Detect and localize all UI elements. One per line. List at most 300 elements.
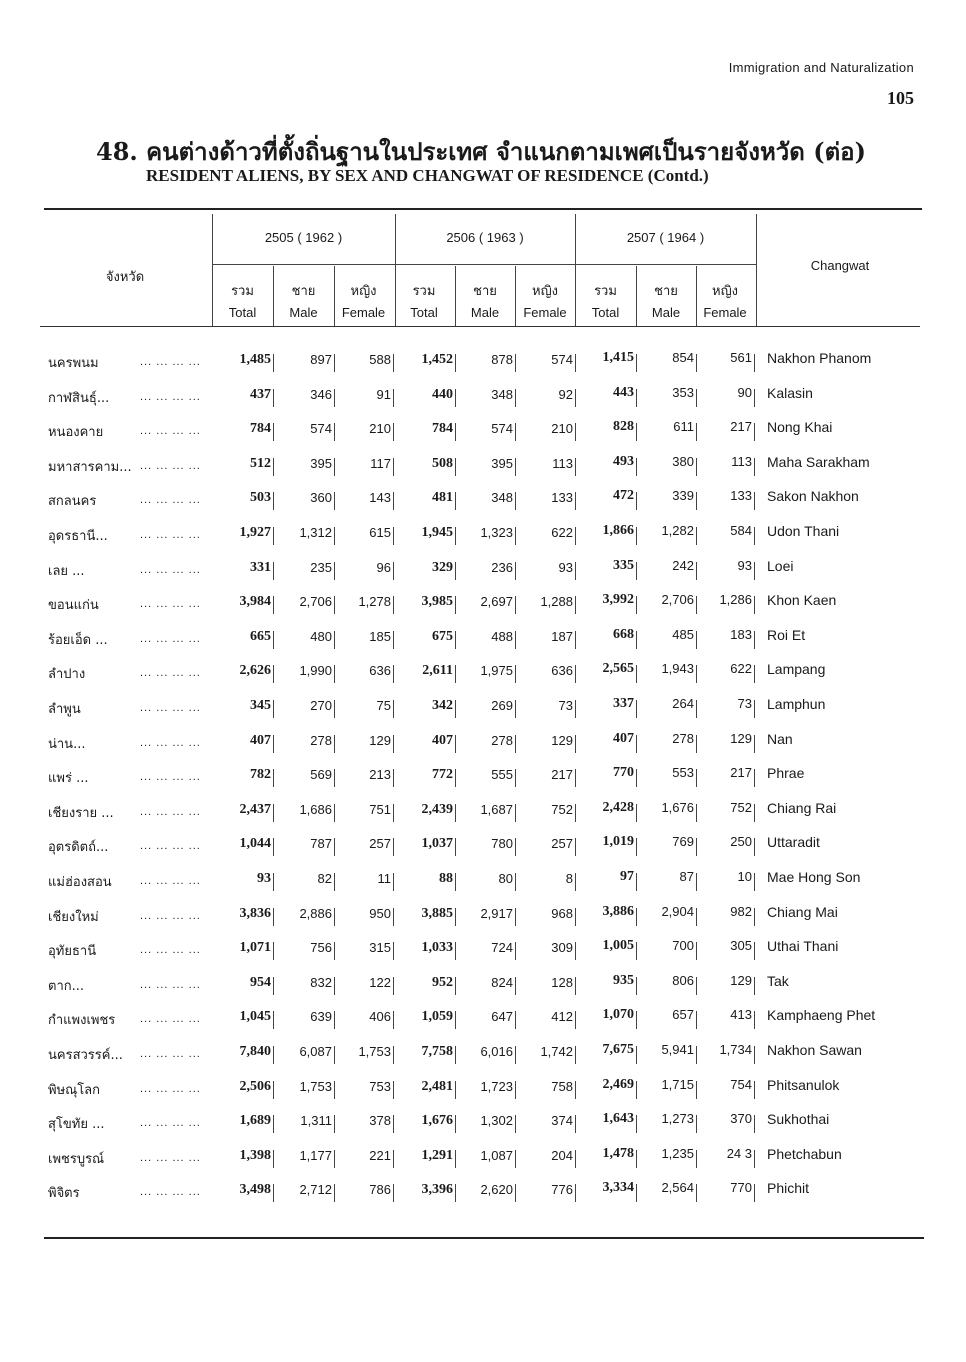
table-cell: 574 [310,421,332,436]
table-cell: 6,087 [299,1044,332,1059]
changwat-english-name: Sukhothai [767,1111,830,1127]
table-cell: 7,840 [239,1044,271,1059]
table-cell: 2,428 [602,800,634,815]
table-cell: 493 [613,454,634,469]
running-head: Immigration and Naturalization [728,60,914,75]
table-cell: 3,985 [421,594,453,609]
changwat-thai-name: พิจิตร [48,1186,80,1201]
table-cell: 1,734 [719,1042,752,1057]
dot-leader: ... ... ... ... [140,1013,201,1025]
table-cell: 1,071 [239,940,271,955]
year-header-2: 2507 ( 1964 ) [626,230,705,245]
table-bottom-rule [44,1237,924,1239]
changwat-english-name: Maha Sarakham [767,454,870,470]
table-cell: 1,273 [661,1111,694,1126]
table-cell: 5,941 [661,1042,694,1057]
cell-separator [754,908,755,926]
table-cell: 183 [730,627,752,642]
table-title-thai: 48. คนต่างด้าวที่ตั้งถิ่นฐานในประเทศ จำแนกตามเพศเป็นรายจังหวัด (ต่อ) [96,137,866,166]
dot-leader: ... ... ... ... [140,875,201,887]
year-underline-1 [395,264,575,265]
changwat-english-header: Changwat [810,258,870,273]
table-cell: 615 [369,525,391,540]
table-cell: 1,323 [480,525,513,540]
table-cell: 1,033 [421,940,453,955]
table-cell: 3,885 [421,906,453,921]
table-cell: 952 [432,975,453,990]
dot-leader: ... ... ... ... [140,391,201,403]
table-cell: 1,312 [299,525,332,540]
table-cell: 2,712 [299,1182,332,1197]
changwat-english-name: Nong Khai [767,419,833,435]
table-cell: 751 [369,802,391,817]
cell-separator [754,458,755,476]
dot-leader: ... ... ... ... [140,910,201,922]
table-cell: 636 [551,663,573,678]
changwat-thai-name: ขอนแก่น [48,598,99,613]
table-cell: 1,278 [358,594,391,609]
table-cell: 2,506 [239,1079,271,1094]
changwat-thai-name: ร้อยเอ็ด ... [48,633,108,648]
changwat-thai-name: เพชรบูรณ์ [48,1152,105,1167]
table-cell: 250 [730,834,752,849]
sub-header-english-6: Total [591,305,620,320]
table-cell: 370 [730,1111,752,1126]
dot-leader: ... ... ... ... [140,840,201,852]
dot-leader: ... ... ... ... [140,356,201,368]
sub-header-english-8: Female [703,305,747,320]
table-cell: 443 [613,385,634,400]
table-cell: 574 [491,421,513,436]
table-cell: 348 [491,490,513,505]
changwat-thai-name: เชียงราย ... [48,806,114,821]
dot-leader: ... ... ... ... [140,1083,201,1095]
table-cell: 1,753 [358,1044,391,1059]
table-cell: 2,917 [480,906,513,921]
changwat-english-name: Nakhon Sawan [767,1042,862,1058]
table-cell: 782 [250,767,271,782]
changwat-english-name: Phichit [767,1180,810,1196]
changwat-thai-name: ลำปาง [48,667,86,682]
table-cell: 1,302 [480,1113,513,1128]
changwat-english-name: Uttaradit [767,834,820,850]
sub-header-thai-8: หญิง [712,284,738,299]
table-cell: 1,019 [602,834,634,849]
table-cell: 380 [672,454,694,469]
table-cell: 756 [310,940,332,955]
table-cell: 7,675 [602,1042,634,1057]
cell-separator [754,735,755,753]
table-cell: 345 [250,698,271,713]
dot-leader: ... ... ... ... [140,1186,201,1198]
year-underline-2 [575,264,756,265]
table-cell: 378 [369,1113,391,1128]
changwat-thai-name: กำแพงเพชร [48,1013,116,1028]
table-cell: 236 [491,560,513,575]
sub-header-thai-1: ชาย [291,284,316,299]
table-cell: 395 [310,456,332,471]
table-cell: 80 [498,871,513,886]
table-cell: 1,478 [602,1146,634,1161]
changwat-thai-name: สกลนคร [48,494,97,509]
changwat-english-name: Tak [767,973,789,989]
table-cell: 10 [737,869,752,884]
sub-header-thai-6: รวม [594,284,617,299]
sub-header-english-0: Total [228,305,257,320]
table-cell: 374 [551,1113,573,1128]
dot-leader: ... ... ... ... [140,944,201,956]
table-cell: 82 [317,871,332,886]
table-cell: 780 [491,836,513,851]
table-cell: 1,452 [421,352,453,367]
table-cell: 3,886 [602,904,634,919]
table-cell: 878 [491,352,513,367]
table-cell: 854 [672,350,694,365]
table-cell: 806 [672,973,694,988]
changwat-thai-name: สุโขทัย ... [48,1117,105,1132]
table-cell: 1,676 [661,800,694,815]
table-cell: 187 [551,629,573,644]
table-cell: 117 [370,456,391,471]
year-header-0: 2505 ( 1962 ) [264,230,343,245]
table-cell: 97 [620,869,634,884]
table-cell: 758 [551,1079,573,1094]
table-cell: 1,686 [299,802,332,817]
sub-header-english-4: Male [470,305,500,320]
cell-separator [754,527,755,545]
table-cell: 968 [551,906,573,921]
table-cell: 675 [432,629,453,644]
table-cell: 8 [565,871,573,886]
table-cell: 128 [551,975,573,990]
changwat-english-name: Roi Et [767,627,806,643]
changwat-thai-name: นครพนม [48,356,99,371]
table-cell: 3,992 [602,592,634,607]
header-vline-3 [756,214,757,326]
sub-header-thai-4: ชาย [473,284,497,299]
dot-leader: ... ... ... ... [140,529,201,541]
cell-separator [754,354,755,372]
sub-header-english-2: Female [341,305,386,320]
table-cell: 87 [679,869,694,884]
table-cell: 278 [310,733,332,748]
table-cell: 3,984 [239,594,271,609]
table-cell: 772 [432,767,453,782]
cell-separator [754,838,755,856]
sub-header-thai-0: รวม [231,284,254,299]
table-cell: 754 [730,1077,752,1092]
table-cell: 668 [613,627,634,642]
sub-header-thai-2: หญิง [350,284,377,299]
cell-separator [754,1184,755,1202]
table-cell: 257 [551,836,573,851]
table-cell: 329 [432,560,453,575]
table-cell: 636 [369,663,391,678]
table-cell: 129 [730,731,752,746]
table-cell: 346 [310,387,332,402]
changwat-english-name: Mae Hong Son [767,869,861,885]
table-cell: 1,288 [540,594,573,609]
table-cell: 488 [491,629,513,644]
table-cell: 278 [491,733,513,748]
sub-header-thai-5: หญิง [532,284,558,299]
table-cell: 96 [376,560,391,575]
table-cell: 1,286 [719,592,752,607]
table-cell: 1,676 [421,1113,453,1128]
cell-separator [754,873,755,891]
dot-leader: ... ... ... ... [140,806,201,818]
table-cell: 88 [439,871,453,886]
table-cell: 485 [672,627,694,642]
table-cell: 339 [672,488,694,503]
table-top-rule [44,208,922,210]
table-cell: 1,398 [239,1148,271,1163]
changwat-english-name: Lamphun [767,696,826,712]
table-cell: 1,291 [421,1148,453,1163]
table-cell: 1,753 [299,1079,332,1094]
dot-leader: ... ... ... ... [140,737,201,749]
table-cell: 752 [730,800,752,815]
table-cell: 221 [369,1148,391,1163]
table-cell: 335 [613,558,634,573]
table-cell: 584 [730,523,752,538]
table-cell: 113 [552,456,573,471]
table-cell: 1,927 [239,525,271,540]
changwat-english-name: Loei [767,558,794,574]
changwat-english-name: Sakon Nakhon [767,488,859,504]
table-cell: 784 [432,421,453,436]
table-cell: 1,643 [602,1111,634,1126]
cell-separator [754,804,755,822]
table-cell: 75 [376,698,391,713]
sub-header-english-7: Male [651,305,681,320]
table-cell: 2,437 [239,802,271,817]
table-cell: 270 [310,698,332,713]
table-cell: 553 [672,765,694,780]
table-cell: 3,836 [239,906,271,921]
table-cell: 407 [432,733,453,748]
table-cell: 257 [369,836,391,851]
table-cell: 1,059 [421,1009,453,1024]
table-cell: 700 [672,938,694,953]
table-cell: 3,334 [602,1180,634,1195]
table-cell: 1,715 [661,1077,694,1092]
table-cell: 269 [491,698,513,713]
table-cell: 129 [730,973,752,988]
dot-leader: ... ... ... ... [140,979,201,991]
cell-separator [754,1011,755,1029]
cell-separator [754,1081,755,1099]
table-cell: 1,415 [602,350,634,365]
table-cell: 2,481 [421,1079,453,1094]
table-cell: 1,045 [239,1009,271,1024]
table-cell: 437 [250,387,271,402]
dot-leader: ... ... ... ... [140,1117,201,1129]
table-cell: 309 [551,940,573,955]
table-cell: 1,282 [661,523,694,538]
year-header-1: 2506 ( 1963 ) [446,230,524,245]
cell-separator [754,631,755,649]
table-cell: 91 [376,387,391,402]
cell-separator [754,942,755,960]
table-cell: 407 [613,731,634,746]
cell-separator [754,700,755,718]
table-cell: 2,565 [602,661,634,676]
table-cell: 217 [730,419,752,434]
changwat-english-name: Kamphaeng Phet [767,1007,876,1023]
table-cell: 305 [730,938,752,953]
dot-leader: ... ... ... ... [140,667,201,679]
table-cell: 1,037 [421,836,453,851]
table-cell: 481 [432,490,453,505]
table-cell: 897 [310,352,332,367]
table-cell: 315 [369,940,391,955]
changwat-english-name: Khon Kaen [767,592,837,608]
cell-separator [754,596,755,614]
table-cell: 2,626 [239,663,271,678]
table-cell: 588 [369,352,391,367]
table-cell: 982 [730,904,752,919]
table-cell: 342 [432,698,453,713]
changwat-english-name: Udon Thani [767,523,840,539]
dot-leader: ... ... ... ... [140,425,201,437]
table-cell: 512 [250,456,271,471]
sub-header-thai-3: รวม [412,284,436,299]
table-cell: 1,975 [480,663,513,678]
table-cell: 1,485 [239,352,271,367]
table-cell: 832 [310,975,332,990]
dot-leader: ... ... ... ... [140,633,201,645]
changwat-thai-name: หนองคาย [48,425,104,440]
table-cell: 508 [432,456,453,471]
table-cell: 622 [551,525,573,540]
changwat-english-name: Phitsanulok [767,1077,840,1093]
table-cell: 786 [369,1182,391,1197]
changwat-english-name: Nakhon Phanom [767,350,872,366]
table-cell: 1,235 [661,1146,694,1161]
table-cell: 217 [730,765,752,780]
table-cell: 24 3 [726,1146,752,1161]
table-title-english: RESIDENT ALIENS, BY SEX AND CHANGWAT OF RESIDENCE (Contd.) [146,166,709,185]
table-cell: 129 [551,733,573,748]
cell-separator [754,389,755,407]
changwat-thai-name: พิษณุโลก [48,1083,101,1098]
table-cell: 90 [737,385,752,400]
sub-header-thai-7: ชาย [654,284,678,299]
changwat-english-name: Kalasin [767,385,813,401]
table-cell: 503 [250,490,271,505]
table-cell: 6,016 [480,1044,513,1059]
dot-leader: ... ... ... ... [140,771,201,783]
table-cell: 472 [613,488,634,503]
cell-separator [754,1046,755,1064]
table-cell: 93 [257,871,271,886]
table-cell: 1,070 [602,1007,634,1022]
cell-separator [754,1150,755,1168]
table-cell: 395 [491,456,513,471]
table-cell: 2,564 [661,1180,694,1195]
table-cell: 776 [551,1182,573,1197]
cell-separator [754,977,755,995]
table-cell: 824 [491,975,513,990]
table-cell: 413 [730,1007,752,1022]
cell-separator [754,492,755,510]
table-cell: 133 [730,488,752,503]
table-cell: 440 [432,387,453,402]
changwat-thai-header: จังหวัด [105,270,145,285]
table-cell: 828 [613,419,634,434]
table-cell: 210 [551,421,573,436]
table-cell: 412 [551,1009,573,1024]
changwat-thai-name: แพร่ ... [48,771,89,786]
dot-leader: ... ... ... ... [140,1152,201,1164]
table-cell: 2,697 [480,594,513,609]
table-cell: 1,311 [300,1113,332,1128]
table-cell: 569 [310,767,332,782]
table-cell: 264 [672,696,694,711]
table-cell: 93 [558,560,573,575]
table-cell: 122 [369,975,391,990]
table-cell: 1,177 [299,1148,332,1163]
changwat-thai-name: เชียงใหม่ [48,910,99,925]
changwat-english-name: Uthai Thani [767,938,839,954]
table-cell: 92 [558,387,573,402]
table-cell: 1,689 [239,1113,271,1128]
table-cell: 278 [672,731,694,746]
table-cell: 1,990 [299,663,332,678]
cell-separator [754,1115,755,1133]
table-cell: 210 [369,421,391,436]
table-cell: 1,866 [602,523,634,538]
table-cell: 561 [730,350,752,365]
changwat-english-name: Lampang [767,661,826,677]
dot-leader: ... ... ... ... [140,1048,201,1060]
table-cell: 752 [551,802,573,817]
table-cell: 724 [491,940,513,955]
changwat-english-name: Phetchabun [767,1146,842,1162]
table-cell: 1,945 [421,525,453,540]
header-bottom-rule [40,326,920,327]
changwat-thai-name: แม่ฮ่องสอน [48,875,112,890]
dot-leader: ... ... ... ... [140,494,201,506]
changwat-thai-name: กาฬสินธุ์... [48,391,110,406]
table-cell: 331 [250,560,271,575]
changwat-thai-name: นครสวรรค์... [48,1048,123,1063]
table-cell: 73 [737,696,752,711]
changwat-thai-name: มหาสารคาม... [48,460,132,475]
table-cell: 657 [672,1007,694,1022]
table-cell: 480 [310,629,332,644]
changwat-thai-name: อุดรธานี... [48,529,108,544]
table-cell: 185 [369,629,391,644]
changwat-thai-name: น่าน... [48,737,86,752]
table-cell: 2,886 [299,906,332,921]
table-cell: 2,620 [480,1182,513,1197]
changwat-english-name: Chiang Mai [767,904,838,920]
table-cell: 1,943 [661,661,694,676]
table-cell: 1,087 [480,1148,513,1163]
changwat-thai-name: อุตรดิตถ์... [48,840,109,855]
table-cell: 129 [369,733,391,748]
table-cell: 950 [369,906,391,921]
table-cell: 133 [551,490,573,505]
table-cell: 407 [250,733,271,748]
table-cell: 2,439 [421,802,453,817]
table-cell: 3,498 [239,1182,271,1197]
table-cell: 217 [551,767,573,782]
cell-separator [754,423,755,441]
year-underline-0 [212,264,395,265]
